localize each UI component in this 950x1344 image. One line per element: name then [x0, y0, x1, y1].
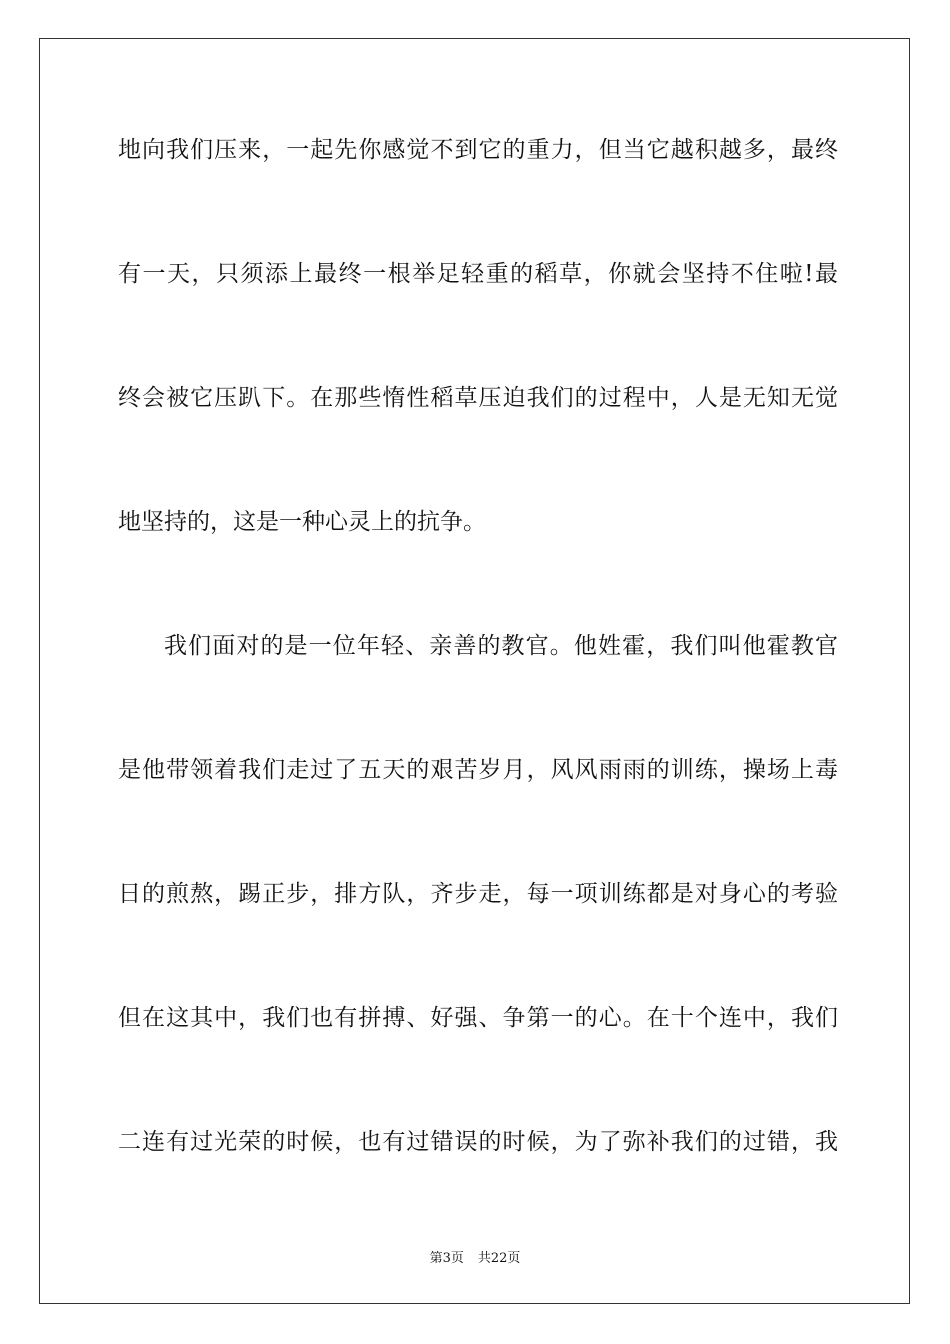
text-line-3: 终会被它压趴下。在那些惰性稻草压迫我们的过程中，人是无知无觉 — [118, 385, 838, 411]
text-line-5: 我们面对的是一位年轻、亲善的教官。他姓霍，我们叫他霍教官 — [164, 633, 838, 659]
page-total: 共22页 — [477, 1251, 521, 1266]
page-border — [39, 38, 910, 1304]
text-line-2: 有一天，只须添上最终一根举足轻重的稻草，你就会坚持不住啦!最 — [118, 261, 838, 287]
page-number: 第3页 — [429, 1251, 464, 1266]
page-footer — [0, 1247, 950, 1266]
text-line-1: 地向我们压来，一起先你感觉不到它的重力，但当它越积越多，最终 — [118, 137, 838, 163]
text-line-8: 但在这其中，我们也有拼搏、好强、争第一的心。在十个连中，我们 — [118, 1005, 838, 1031]
text-line-7: 日的煎熬，踢正步，排方队，齐步走，每一项训练都是对身心的考验 — [118, 881, 838, 907]
text-line-9: 二连有过光荣的时候，也有过错误的时候，为了弥补我们的过错，我 — [118, 1129, 838, 1155]
text-line-4: 地坚持的，这是一种心灵上的抗争。 — [118, 509, 486, 535]
text-line-6: 是他带领着我们走过了五天的艰苦岁月，风风雨雨的训练，操场上毒 — [118, 757, 838, 783]
